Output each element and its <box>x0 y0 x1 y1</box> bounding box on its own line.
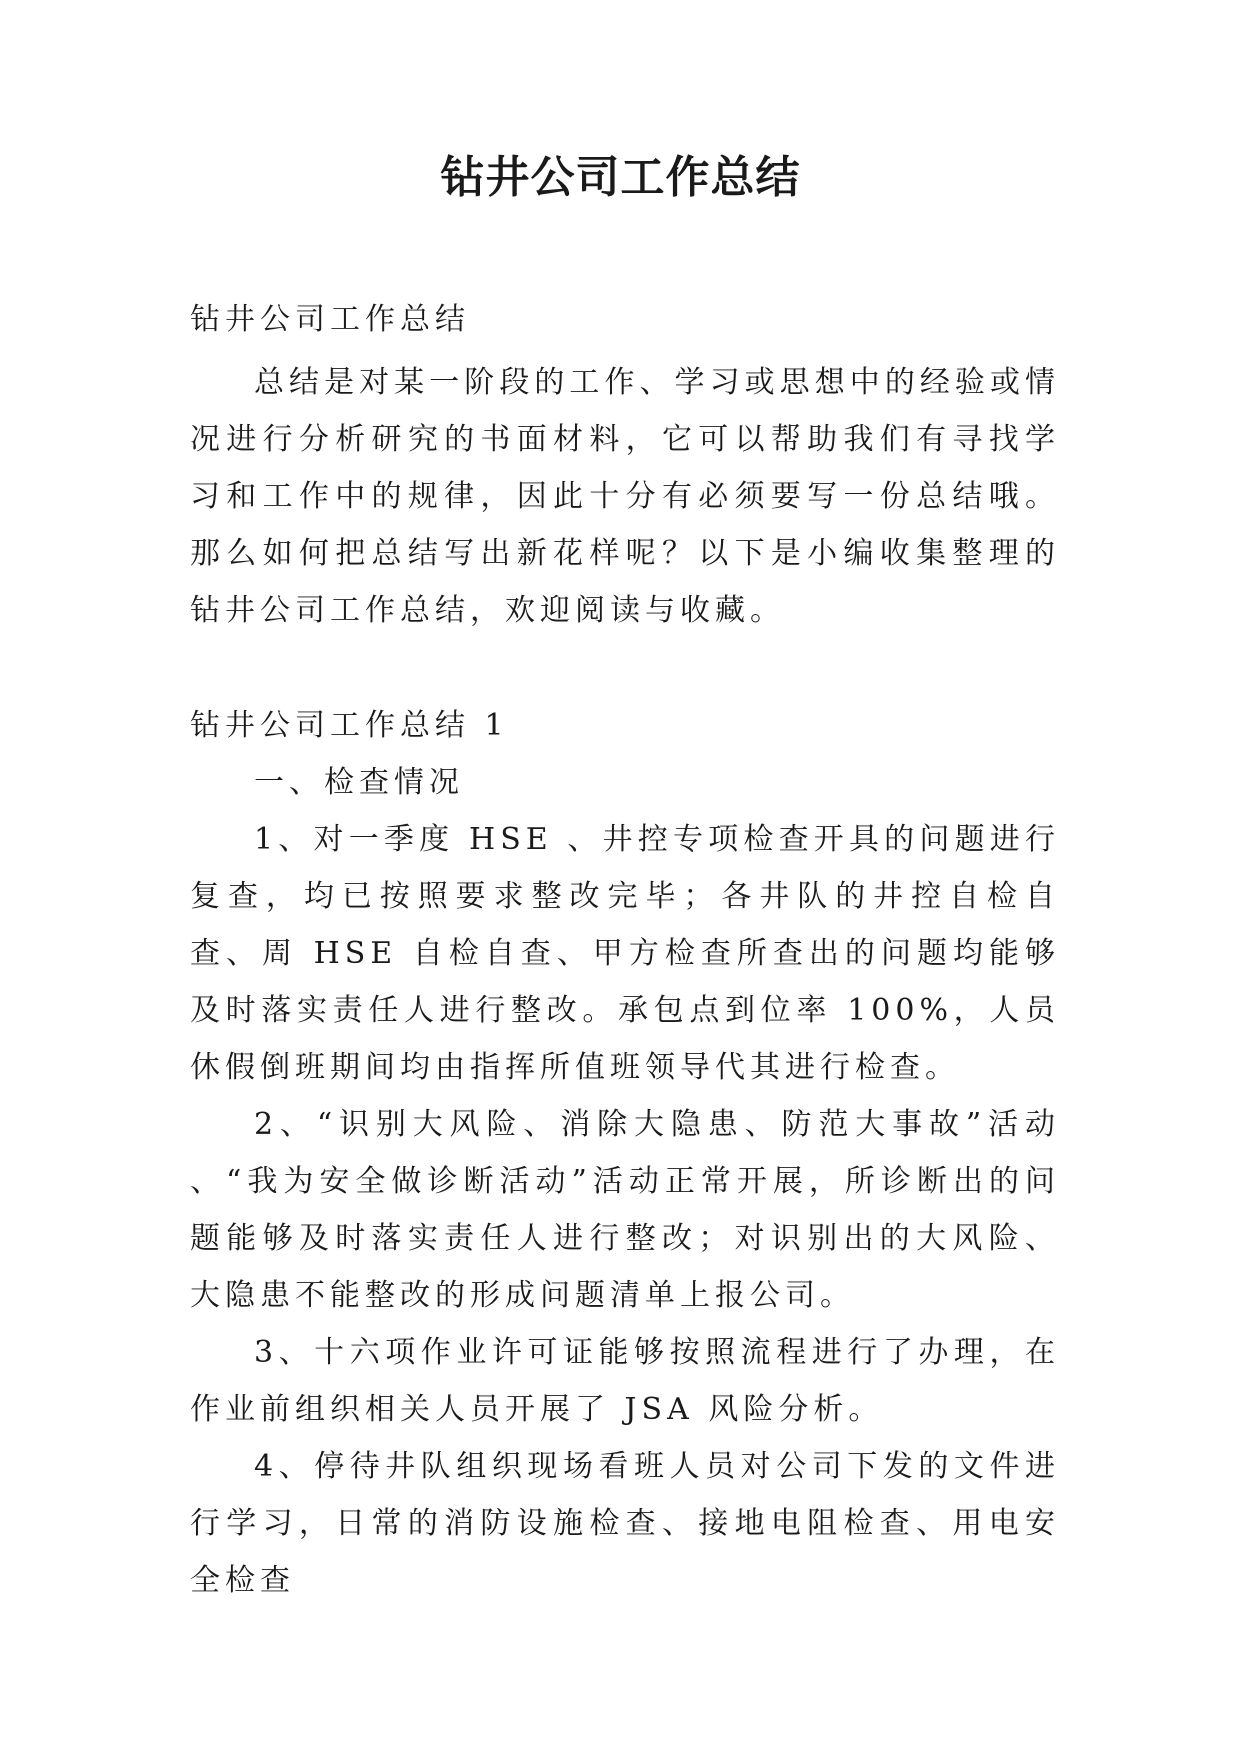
section-subheading: 一、检查情况 <box>254 765 464 800</box>
section-heading: 钻井公司工作总结 1 <box>190 708 509 743</box>
list-item-2: 2、“识别大风险、消除大隐患、防范大事故”活动 、“我为安全做诊断活动”活动正常开展，所诊断出的问题能够及时落实责任人进行整改；对识别出的大风险、大隐患不能整改的形成问题清单上报公司。 <box>190 1107 1060 1313</box>
intro-paragraph: 总结是对某一阶段的工作、学习或思想中的经验或情况进行分析研究的书面材料，它可以帮助我们有寻找学习和工作中的规律，因此十分有必须要写一份总结哦。那么如何把总结写出新花样呢？以下是小编收集整理的钻井公司工作总结，欢迎阅读与收藏。 <box>190 365 1060 628</box>
intro-heading: 钻井公司工作总结 <box>190 302 470 337</box>
list-item-1: 1、对一季度 HSE 、井控专项检查开具的问题进行复查，均已按照要求整改完毕；各井队的井控自检自查、周 HSE 自检自查、甲方检查所查出的问题均能够及时落实责任人进行整改。承包点到位率 100%，人员休假倒班期间均由指挥所值班领导代其进行检查。 <box>190 822 1060 1085</box>
document-body <box>190 291 1060 1609</box>
list-item-4: 4、停待井队组织现场看班人员对公司下发的文件进行学习，日常的消防设施检查、接地电阻检查、用电安全检查 <box>190 1449 1060 1598</box>
list-item-3: 3、十六项作业许可证能够按照流程进行了办理，在作业前组织相关人员开展了 JSA 风险分析。 <box>190 1335 1060 1427</box>
document-title: 钻井公司工作总结 <box>440 152 801 203</box>
